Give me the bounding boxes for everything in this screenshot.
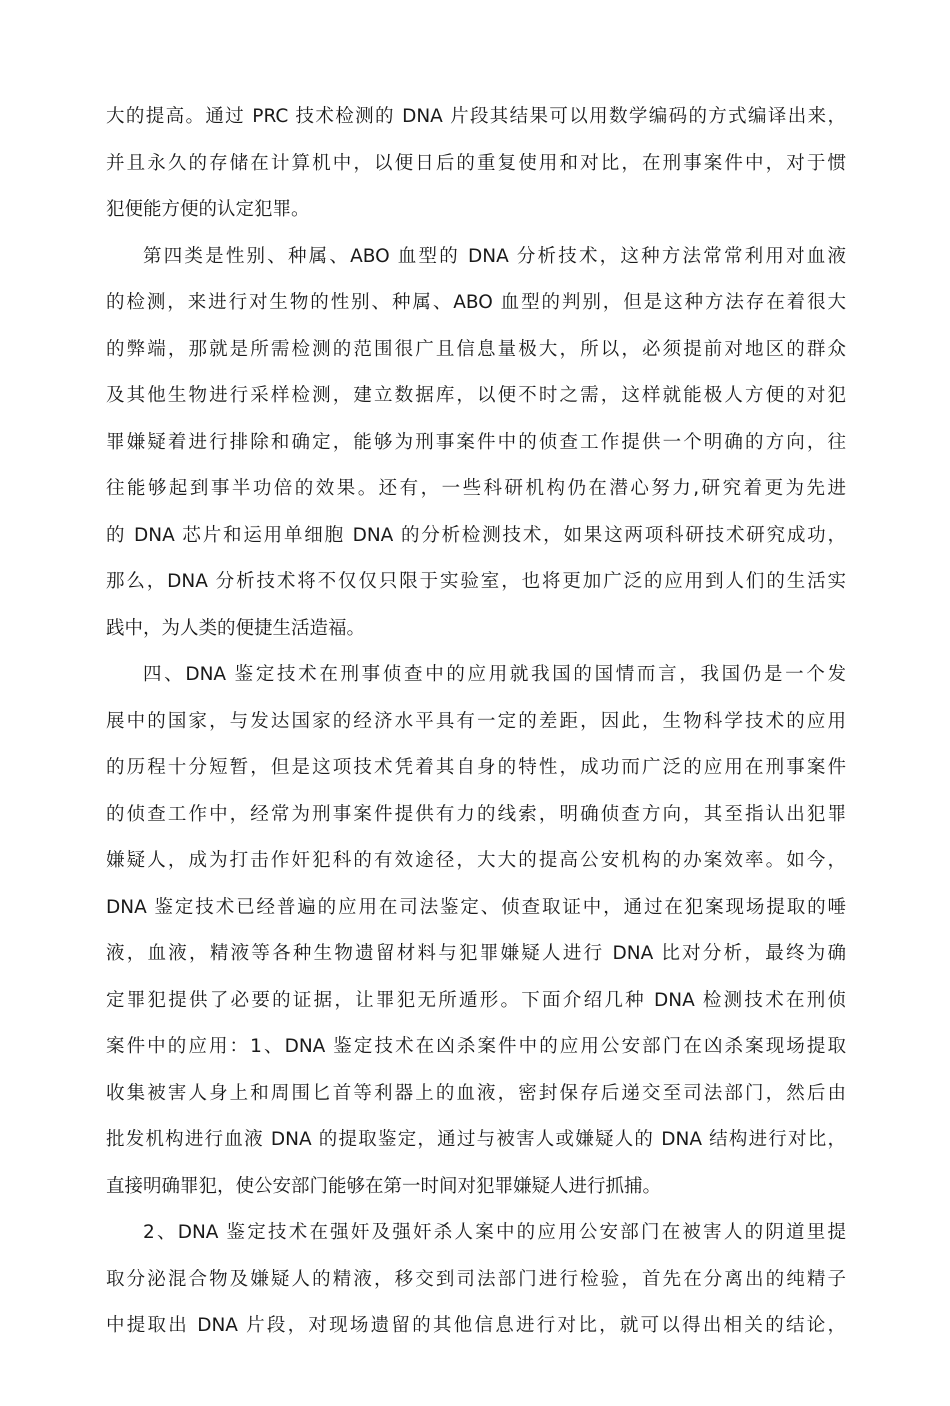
text-line: 收集被害人身上和周围匕首等利器上的血液，密封保存后递交至司法部门，然后由 [106, 1082, 846, 1104]
text-line: 往能够起到事半功倍的效果。还有，一些科研机构仍在潜心努力,研究着更为先进 [106, 478, 846, 499]
text-line: 嫌疑人，成为打击作奸犯科的有效途径，大大的提高公安机构的办案效率。如今， [106, 850, 846, 871]
body-text [106, 94, 846, 1350]
text-line: 的检测，来进行对生物的性别、种属、ABO 血型的判别，但是这种方法存在着很大 [106, 292, 846, 313]
text-line: 展中的国家，与发达国家的经济水平具有一定的差距，因此，生物科学技术的应用 [106, 710, 846, 732]
text-line: 2、DNA 鉴定技术在强奸及强奸杀人案中的应用公安部门在被害人的阴道里提 [143, 1222, 846, 1243]
text-line: 践中，为人类的便捷生活造福。 [106, 617, 366, 639]
text-line: 定罪犯提供了必要的证据，让罪犯无所遁形。下面介绍几种 DNA 检测技术在刑侦 [106, 989, 846, 1011]
paragraph-3 [106, 652, 846, 1210]
text-line: 四、DNA 鉴定技术在刑事侦查中的应用就我国的国情而言，我国仍是一个发 [143, 664, 846, 685]
paragraph-2 [106, 234, 846, 653]
text-line: 的历程十分短暂，但是这项技术凭着其自身的特性，成功而广泛的应用在刑事案件 [106, 757, 846, 778]
text-line: 大的提高。通过 PRC 技术检测的 DNA 片段其结果可以用数学编码的方式编译出来， [106, 106, 846, 127]
text-line: 那么，DNA 分析技术将不仅仅只限于实验室，也将更加广泛的应用到人们的生活实 [106, 571, 846, 592]
text-line: 取分泌混合物及嫌疑人的精液，移交到司法部门进行检验，首先在分离出的纯精子 [106, 1268, 846, 1290]
text-line: 液，血液，精液等各种生物遗留材料与犯罪嫌疑人进行 DNA 比对分析，最终为确 [106, 943, 846, 964]
text-line: 的侦查工作中，经常为刑事案件提供有力的线索，明确侦查方向，其至指认出犯罪 [106, 803, 846, 825]
paragraph-4 [106, 1210, 846, 1350]
text-line: 中提取出 DNA 片段，对现场遗留的其他信息进行对比，就可以得出相关的结论， [106, 1315, 846, 1336]
text-line: 批发机构进行血液 DNA 的提取鉴定，通过与被害人或嫌疑人的 DNA 结构进行对比， [106, 1129, 846, 1150]
text-line: 犯便能方便的认定犯罪。 [106, 199, 310, 220]
text-line: 并且永久的存储在计算机中，以便日后的重复使用和对比，在刑事案件中，对于惯 [106, 152, 846, 174]
text-line: 罪嫌疑着进行排除和确定，能够为刑事案件中的侦查工作提供一个明确的方向，往 [106, 431, 846, 453]
text-line: 的 DNA 芯片和运用单细胞 DNA 的分析检测技术，如果这两项科研技术研究成功， [106, 524, 846, 546]
text-line: 第四类是性别、种属、ABO 血型的 DNA 分析技术，这种方法常常利用对血液 [143, 245, 846, 267]
text-line: DNA 鉴定技术已经普遍的应用在司法鉴定、侦查取证中，通过在犯案现场提取的唾 [106, 896, 846, 918]
text-line: 的弊端，那就是所需检测的范围很广且信息量极大，所以，必须提前对地区的群众 [106, 338, 846, 360]
paragraph-1 [106, 94, 846, 234]
text-line: 及其他生物进行采样检测，建立数据库，以便不时之需，这样就能极人方便的对犯 [106, 385, 846, 406]
text-line: 案件中的应用：1、DNA 鉴定技术在凶杀案件中的应用公安部门在凶杀案现场提取 [106, 1036, 846, 1057]
text-line: 直接明确罪犯，使公安部门能够在第一时间对犯罪嫌疑人进行抓捕。 [106, 1175, 662, 1197]
